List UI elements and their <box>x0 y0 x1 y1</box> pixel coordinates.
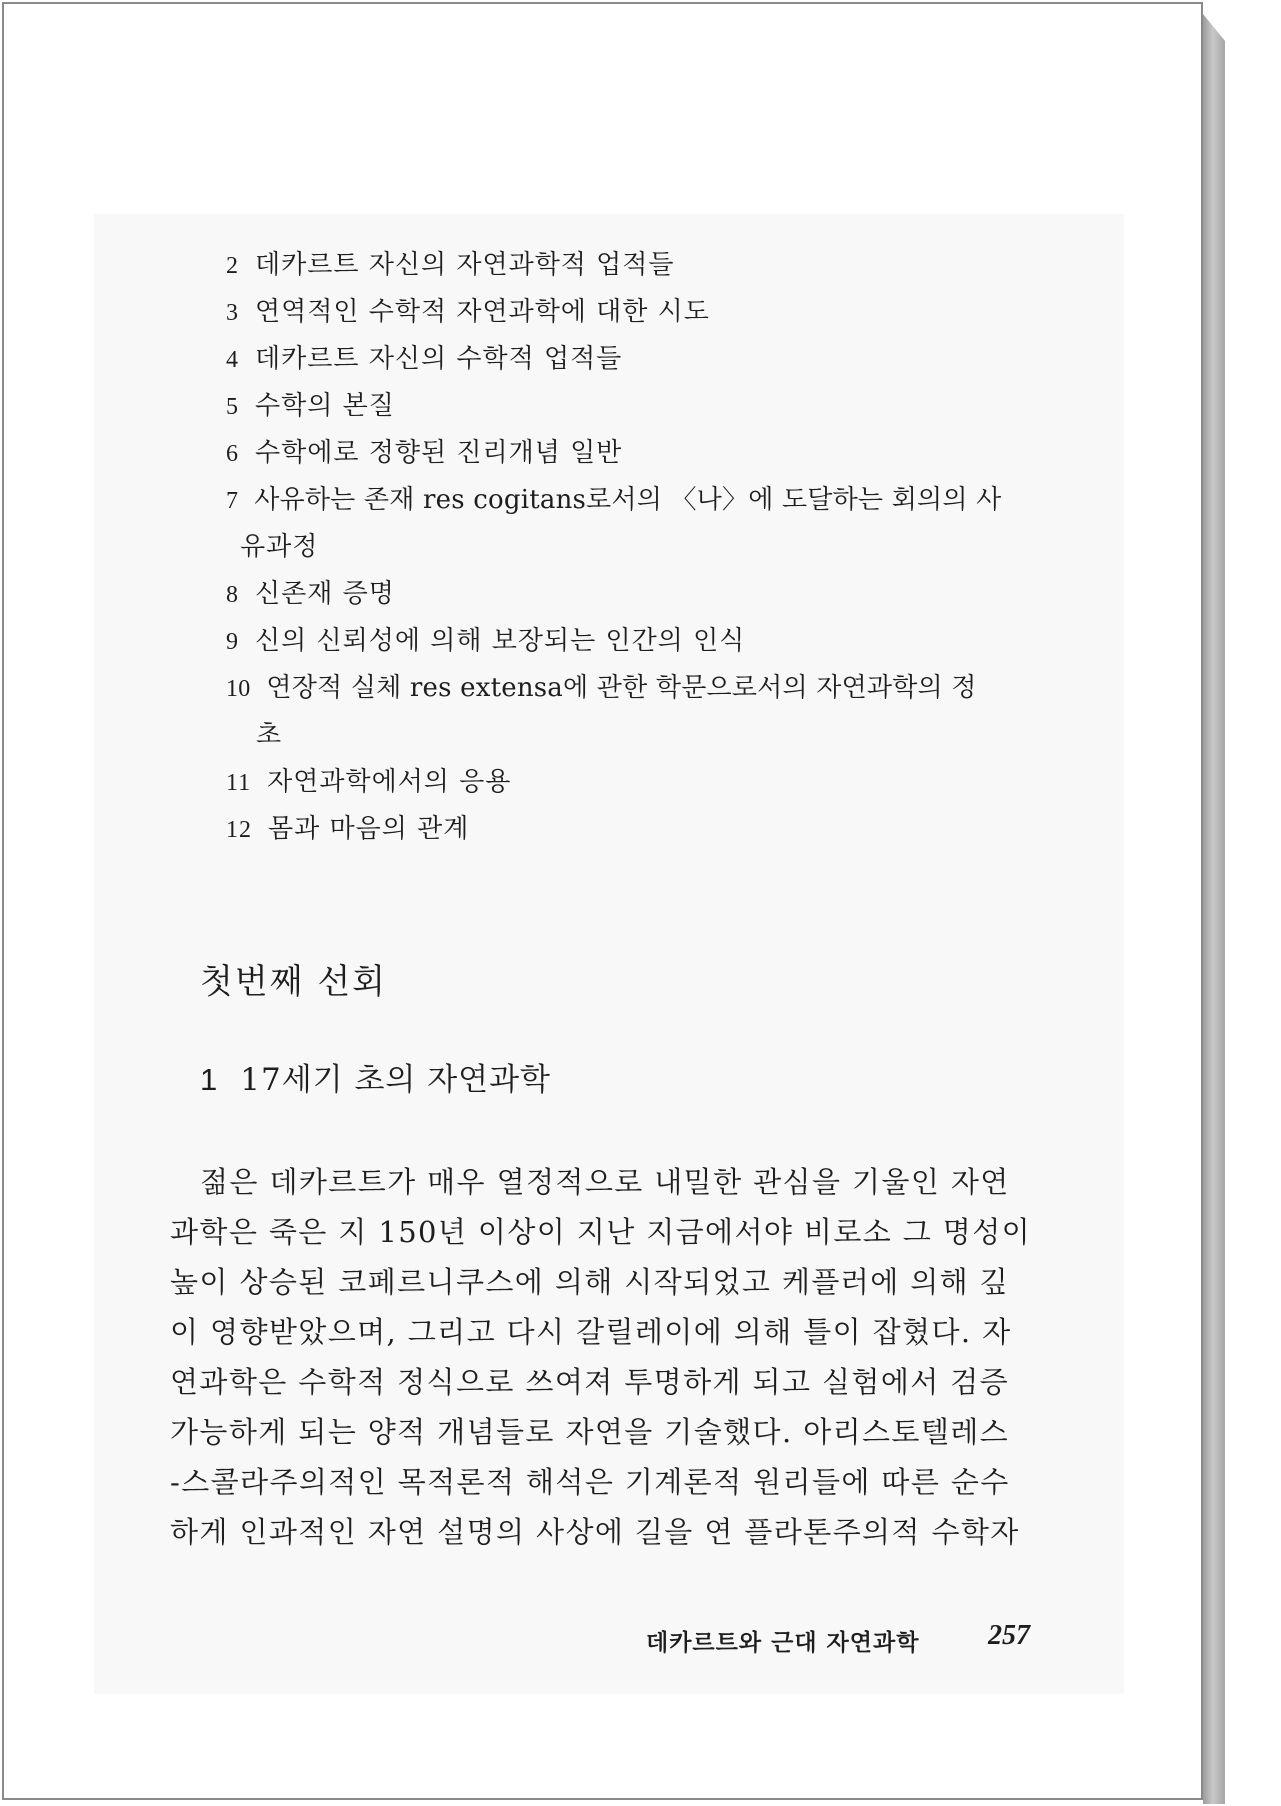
section-heading: 첫번째 선회 <box>200 962 388 1002</box>
toc-item-number: 3 <box>226 300 239 326</box>
body-line: 연과학은 수학적 정식으로 쓰여져 투명하게 되고 실험에서 검증 <box>170 1365 1010 1399</box>
toc-item <box>226 761 511 798</box>
running-footer-title: 데카르트와 근대 자연과학 <box>646 1630 920 1656</box>
toc-item-text: 데카르트 자신의 자연과학적 업적들 <box>255 250 675 280</box>
toc-item-number: 5 <box>226 394 239 420</box>
toc-item <box>226 808 469 845</box>
body-line: 젊은 데카르트가 매우 열정적으로 내밀한 관심을 기울인 자연 <box>200 1165 1010 1199</box>
toc-item-continuation: 초 <box>256 720 283 750</box>
body-line: 높이 상승된 코페르니쿠스에 의해 시작되었고 케플러에 의해 깊 <box>170 1265 1010 1299</box>
subsection-number: 1 <box>200 1062 219 1097</box>
toc-item-text: 사유하는 존재 res cogitans로서의 〈나〉에 도달하는 회의의 사 <box>254 485 1002 515</box>
toc-item <box>226 479 1001 516</box>
toc-item-number: 4 <box>226 347 239 373</box>
toc-item <box>226 244 675 281</box>
toc-item-number: 6 <box>226 441 239 467</box>
toc-item-number: 8 <box>226 582 239 608</box>
toc-item-number: 10 <box>226 676 251 702</box>
body-line: 가능하게 되는 양적 개념들로 자연을 기술했다. 아리스토텔레스 <box>170 1415 1010 1449</box>
toc-item-text: 자연과학에서의 응용 <box>267 767 512 797</box>
toc-item-text: 신의 신뢰성에 의해 보장되는 인간의 인식 <box>255 626 746 656</box>
toc-item-text: 신존재 증명 <box>255 579 395 609</box>
body-line: 이 영향받았으며, 그리고 다시 갈릴레이에 의해 틀이 잡혔다. 자 <box>170 1315 1012 1349</box>
toc-item-number: 7 <box>226 488 239 514</box>
toc-item-text: 연장적 실체 res extensa에 관한 학문으로서의 자연과학의 정 <box>266 673 977 703</box>
toc-item-text: 몸과 마음의 관계 <box>268 814 470 844</box>
toc-item-number: 12 <box>226 817 252 843</box>
toc-item-text: 수학에로 정향된 진리개념 일반 <box>255 438 623 468</box>
page-number: 257 <box>988 1620 1030 1651</box>
body-line: 하게 인과적인 자연 설명의 사상에 길을 연 플라톤주의적 수학자 <box>170 1515 1020 1549</box>
toc-item <box>226 385 395 422</box>
toc-item <box>226 291 710 328</box>
body-line: 과학은 죽은 지 150년 이상이 지난 지금에서야 비로소 그 명성이 <box>170 1215 1032 1249</box>
toc-item-number: 9 <box>226 629 239 655</box>
toc-item <box>226 432 622 469</box>
toc-item <box>226 667 977 704</box>
toc-item-text: 연역적인 수학적 자연과학에 대한 시도 <box>255 297 710 327</box>
toc-item-number: 11 <box>226 770 252 796</box>
toc-item <box>226 573 395 610</box>
toc-item-number: 2 <box>226 253 239 279</box>
subsection-title: 17세기 초의 자연과학 <box>240 1062 551 1098</box>
toc-item-text: 수학의 본질 <box>255 391 395 421</box>
toc-item <box>226 620 745 657</box>
page-stack-edge <box>1203 14 1225 1804</box>
toc-item-text: 데카르트 자신의 수학적 업적들 <box>255 344 623 374</box>
body-line: -스콜라주의적인 목적론적 해석은 기계론적 원리들에 따른 순수 <box>170 1465 1010 1499</box>
toc-item <box>226 338 622 375</box>
subsection-heading <box>200 1054 551 1099</box>
toc-item-continuation: 유과정 <box>240 532 319 562</box>
